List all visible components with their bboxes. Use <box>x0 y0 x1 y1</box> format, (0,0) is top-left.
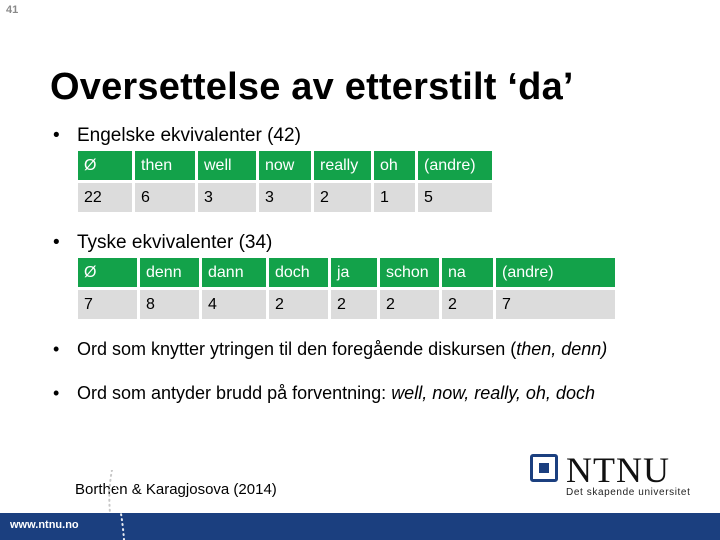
table-cell: 2 <box>331 290 377 319</box>
table-cell: 2 <box>442 290 493 319</box>
table-header-cell: ja <box>331 258 377 287</box>
table-header-cell: (andre) <box>496 258 615 287</box>
table-cell: 2 <box>269 290 328 319</box>
table-header-cell: dann <box>202 258 266 287</box>
bullet-marker: • <box>53 125 60 146</box>
english-equivalents-table <box>75 148 495 215</box>
note-text: Ord som knytter ytringen til den foregående diskursen ( <box>77 339 517 359</box>
table-header-cell: Ø <box>78 258 137 287</box>
note-discourse-link <box>53 339 667 359</box>
table-cell: 22 <box>78 183 132 212</box>
german-heading: Tyske ekvivalenter (34) <box>77 232 273 253</box>
ntnu-logo <box>530 451 710 501</box>
table-header-cell: oh <box>374 151 415 180</box>
bullet-marker: • <box>53 383 60 403</box>
ntnu-logo-wordmark: NTNU <box>566 450 670 490</box>
bullet-english-heading <box>53 125 301 147</box>
footer-url: www.ntnu.no <box>10 519 79 531</box>
table-header-cell: really <box>314 151 371 180</box>
table-cell: 1 <box>374 183 415 212</box>
table-header-cell: Ø <box>78 151 132 180</box>
bullet-german-heading <box>53 232 273 254</box>
table-header-cell: na <box>442 258 493 287</box>
table-cell: 4 <box>202 290 266 319</box>
note-italic: well, now, really, oh, doch <box>391 383 595 403</box>
table-header-row <box>78 151 492 180</box>
ntnu-logo-icon <box>530 454 558 482</box>
table-cell: 3 <box>259 183 311 212</box>
bullet-marker: • <box>53 232 60 253</box>
english-heading: Engelske ekvivalenter (42) <box>77 125 301 146</box>
table-cell: 5 <box>418 183 492 212</box>
citation: Borthen & Karagjosova (2014) <box>75 481 277 498</box>
table-cell: 2 <box>380 290 439 319</box>
table-header-cell: doch <box>269 258 328 287</box>
table-row <box>78 183 492 212</box>
table-cell: 2 <box>314 183 371 212</box>
note-italic: then, denn) <box>516 339 608 359</box>
table-header-cell: well <box>198 151 256 180</box>
slide-number: 41 <box>6 4 19 16</box>
note-text: Ord som antyder brudd på forventning: <box>77 383 392 403</box>
table-cell: 3 <box>198 183 256 212</box>
bullet-marker: • <box>53 339 60 359</box>
table-header-row <box>78 258 615 287</box>
table-header-cell: schon <box>380 258 439 287</box>
table-cell: 7 <box>496 290 615 319</box>
table-header-cell: (andre) <box>418 151 492 180</box>
table-cell: 7 <box>78 290 137 319</box>
german-equivalents-table <box>75 255 618 322</box>
footer-dotted-arc-icon <box>0 470 140 540</box>
table-cell: 6 <box>135 183 195 212</box>
note-expectation-break <box>53 383 667 403</box>
table-header-cell: now <box>259 151 311 180</box>
ntnu-logo-tagline: Det skapende universitet <box>566 487 691 498</box>
table-header-cell: then <box>135 151 195 180</box>
table-cell: 8 <box>140 290 199 319</box>
table-header-cell: denn <box>140 258 199 287</box>
slide-title: Oversettelse av etterstilt ‘da’ <box>50 66 574 108</box>
table-row <box>78 290 615 319</box>
